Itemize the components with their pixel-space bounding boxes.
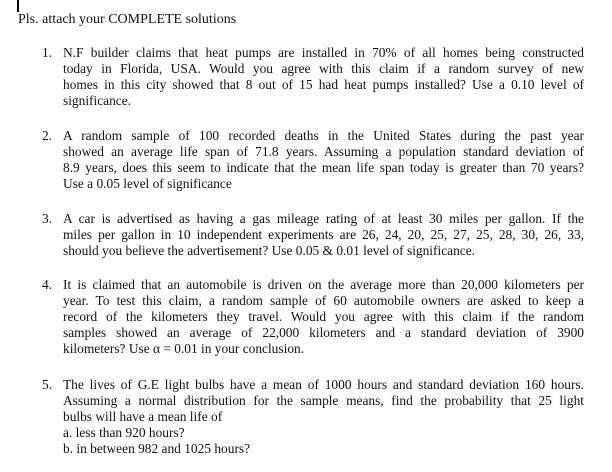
question-text-line: Assuming a normal distribution for the sample means, find the probability that 25 light [63,393,584,408]
question-text-line: It is claimed that an automobile is driven on the average more than 20,000 kilometers per [63,277,584,292]
question-text-line: The lives of G.E light bulbs have a mean of 1000 hours and standard deviation 160 hours. [63,377,584,392]
question-number: 3. [42,211,53,226]
question-number: 1. [42,45,53,60]
question-text-line: homes in this city showed that 8 out of 15 had heat pumps installed? Use a 0.10 level of [63,77,584,92]
question-option-a: a. less than 920 hours? [63,425,185,440]
question-text-line: year. To test this claim, a random sample of 60 automobile owners are asked to keep a [63,293,584,308]
question-2 [42,128,584,192]
question-text-line: 8.9 years, does this seem to indicate that the mean life span today is greater than 70 years? [63,160,584,175]
question-5 [42,377,584,457]
question-4 [42,277,584,357]
text-cursor [17,0,19,12]
question-text-line: significance. [63,93,132,108]
question-text-line: N.F builder claims that heat pumps are installed in 70% of all homes being constructed [63,45,584,60]
question-text-line: bulbs will have a mean life of [63,409,223,424]
question-text-line: kilometers? Use α = 0.01 in your conclusion. [63,341,305,356]
question-1 [42,45,584,109]
question-3 [42,211,584,259]
question-text-line: miles per gallon in 10 independent experiments are 26, 24, 20, 25, 27, 25, 28, 30, 26, 33, [63,227,584,242]
question-text-line: today in Florida, USA. Would you agree with this claim if a random survey of new [63,61,584,76]
question-text-line: A random sample of 100 recorded deaths in the United States during the past year [63,128,584,143]
question-text-line: record of the kilometers they travel. Would you agree with this claim if the random [63,309,584,324]
question-option-b: b. in between 982 and 1025 hours? [63,441,251,456]
question-number: 5. [42,377,53,392]
instructions-heading: Pls. attach your COMPLETE solutions [18,12,237,27]
question-text-line: A car is advertised as having a gas mileage rating of at least 30 miles per gallon. If the [63,211,584,226]
question-text-line: should you believe the advertisement? Use 0.05 & 0.01 level of significance. [63,243,476,258]
question-number: 2. [42,128,53,143]
question-text-line: Use a 0.05 level of significance [63,176,232,191]
question-text-line: showed an average life span of 71.8 years. Assuming a population standard deviation of [63,144,584,159]
question-number: 4. [42,277,53,292]
question-text-line: samples showed an average of 22,000 kilometers and a standard deviation of 3900 [63,325,584,340]
